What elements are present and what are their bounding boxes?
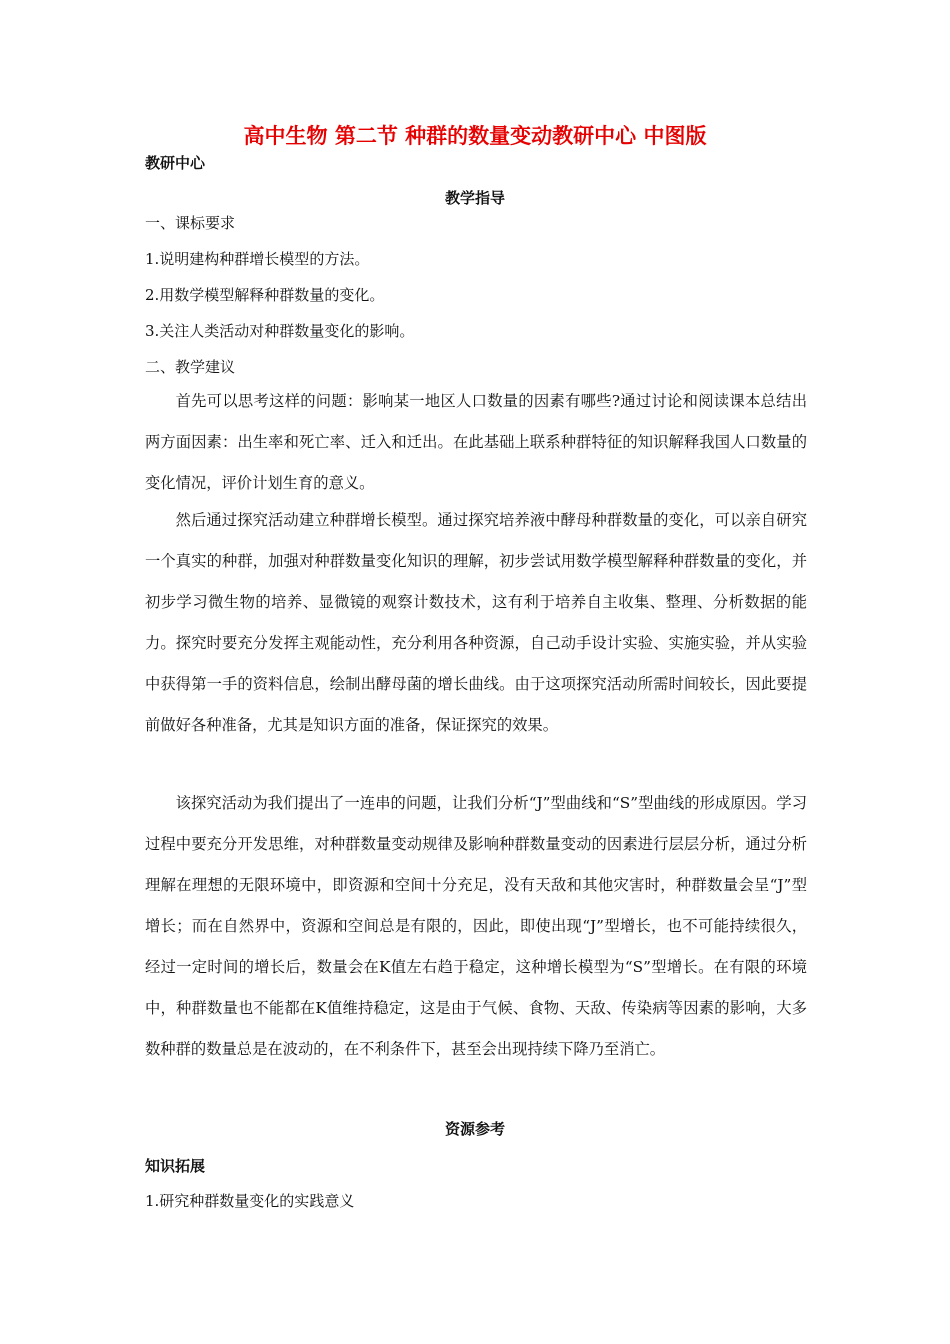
requirement-item-1: 1.说明建构种群增长模型的方法。	[145, 250, 370, 268]
paragraph-1: 首先可以思考这样的问题：影响某一地区人口数量的因素有哪些?通过讨论和阅读课本总结出两方面因素：出生率和死亡率、迁入和迁出。在此基础上联系种群特征的知识解释我国人口数量的变化情况，评价计划生育的意义。	[145, 392, 807, 492]
requirement-item-2: 2.用数学模型解释种群数量的变化。	[145, 286, 385, 304]
document-title: 高中生物 第二节 种群的数量变动教研中心 中图版	[243, 124, 707, 148]
knowledge-extension-heading: 知识拓展	[145, 1157, 206, 1175]
section-heading-teaching-guide: 教学指导	[444, 189, 505, 207]
part-heading-curriculum-requirements: 一、课标要求	[145, 214, 236, 232]
requirement-item-3: 3.关注人类活动对种群数量变化的影响。	[145, 322, 415, 340]
paragraph-3: 该探究活动为我们提出了一连串的问题，让我们分析“J”型曲线和“S”型曲线的形成原因。学习过程中要充分开发思维，对种群数量变动规律及影响种群数量变动的因素进行层层分析，通过分析理解在理想的无限环境中，即资源和空间十分充足，没有天敌和其他灾害时，种群数量会呈“J”型增长；而在自然界中，资源和空间总是有限的，因此，即使出现“J”型增长，也不可能持续很久，经过一定时间的增长后，数量会在K值左右趋于稳定，这种增长模型为“S”型增长。在有限的环境中，种群数量也不能都在K值维持稳定，这是由于气候、食物、天敌、传染病等因素的影响，大多数种群的数量总是在波动的，在不利条件下，甚至会出现持续下降乃至消亡。	[145, 794, 807, 1058]
part-heading-teaching-suggestions: 二、教学建议	[145, 358, 236, 376]
section-heading-resource-reference: 资源参考	[444, 1120, 505, 1138]
paragraph-2: 然后通过探究活动建立种群增长模型。通过探究培养液中酵母种群数量的变化，可以亲自研究一个真实的种群，加强对种群数量变化知识的理解，初步尝试用数学模型解释种群数量的变化，并初步学习微生物的培养、显微镜的观察计数技术，这有利于培养自主收集、整理、分析数据的能力。探究时要充分发挥主观能动性，充分利用各种资源，自己动手设计实验、实施实验，并从实验中获得第一手的资料信息，绘制出酵母菌的增长曲线。由于这项探究活动所需时间较长，因此要提前做好各种准备，尤其是知识方面的准备，保证探究的效果。	[145, 511, 807, 734]
knowledge-item-1: 1.研究种群数量变化的实践意义	[145, 1192, 355, 1210]
author-label: 教研中心	[145, 154, 206, 172]
